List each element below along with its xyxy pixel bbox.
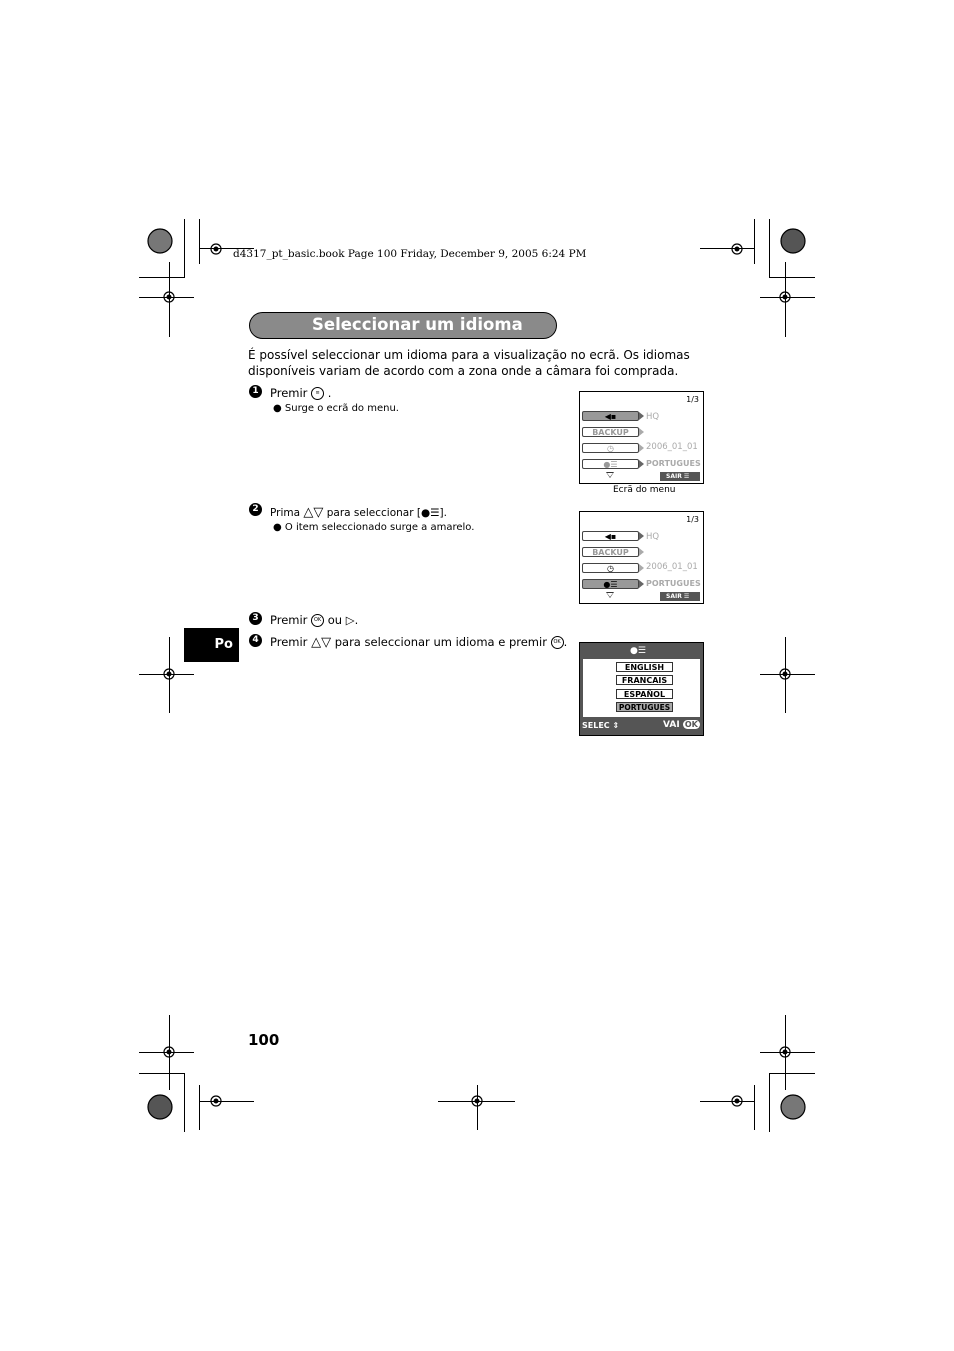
step-3-text [270,613,358,627]
screen-1-page: 1/3 [686,395,699,404]
step-4-text [270,635,567,650]
right-arrow-icon: ▷ [345,613,355,627]
step-3-text-c: . [354,613,359,627]
language-screen [579,642,704,736]
step-1-text-b: . [327,386,332,400]
step-1-bullet: ● Surge o ecrã do menu. [273,403,399,414]
language-icon: ●☰ [630,646,646,656]
screen-2-exit-label: SAIR [666,593,682,600]
language-option-english: ENGLISH [616,662,673,672]
screen-1-row-clock: ◷ [582,443,639,453]
screen-2-value-1: HQ [646,532,660,542]
screen-1-value-3: 2006_01_01 [646,442,698,452]
step-1-number: 1 [249,385,262,398]
screen-2-value-4: PORTUGUES [646,579,701,588]
screen-1-row-backup: BACKUP [582,427,639,437]
ok-button-icon: OK [311,614,324,627]
go-label: VAI [663,720,680,730]
menu-screen-2 [579,511,704,604]
select-label: SELEC [582,721,610,730]
menu-button-icon: ≡ [311,387,324,400]
step-1-text [270,386,331,400]
screen-2-exit: SAIR ☰ [660,592,700,601]
step-3-number: 3 [249,612,262,625]
screen-2-value-3: 2006_01_01 [646,562,698,572]
step-2-number: 2 [249,503,262,516]
screen-2-row-image: ◀▪ [582,531,639,541]
step-2-bullet-text: O item seleccionado surge a amarelo. [284,522,475,533]
select-hint: SELEC ⇕ [582,721,620,730]
screen-2-row-clock: ◷ [582,563,639,573]
step-1-bullet-text: Surge o ecrã do menu. [284,403,399,414]
step-3-text-b: ou [327,613,343,627]
down-arrow-icon [606,472,614,478]
screen-1-caption: Ecrã do menu [613,485,676,495]
menu-screen-1 [579,391,704,484]
screen-1-row-image: ◀▪ [582,411,639,421]
screen-1-value-1: HQ [646,412,660,422]
up-down-arrow-icon: △▽ [311,635,332,650]
language-icon: ●☰ [420,507,440,519]
language-option-francais: FRANCAIS [616,675,673,685]
ok-badge: OK [684,720,698,729]
step-4-number: 4 [249,634,262,647]
up-down-arrow-icon: △▽ [303,505,324,520]
language-option-espanol: ESPAÑOL [616,689,673,699]
step-2-text-a: Prima [270,507,301,519]
screen-2-page: 1/3 [686,515,699,524]
screen-1-exit: SAIR ☰ [660,472,700,481]
step-2-text-c: ]. [439,507,447,519]
language-option-portugues: PORTUGUES [616,702,673,712]
down-arrow-icon [606,592,614,598]
intro-paragraph: É possível seleccionar um idioma para a visualização no ecrã. Os idiomas disponíveis variam de acordo com a zona onde a câmara foi comprada. [248,348,690,378]
step-2-text [270,505,447,520]
step-1-text-a: Premir [270,386,308,400]
screen-1-exit-label: SAIR [666,473,682,480]
ok-button-icon: OK [551,636,564,649]
language-screen-header [582,645,701,659]
step-4-text-c: . [563,635,568,649]
page-number: 100 [248,1031,280,1049]
screen-1-row-language: ●☰ [582,459,639,469]
file-header-line: d4317_pt_basic.book Page 100 Friday, December 9, 2005 6:24 PM [233,248,587,260]
screen-2-row-backup: BACKUP [582,547,639,557]
step-2-bullet: ● O item seleccionado surge a amarelo. [273,522,475,533]
go-hint [663,720,700,730]
language-side-tab: Po [184,628,239,662]
step-4-text-b: para seleccionar um idioma e premir [334,635,547,649]
step-2-text-b: para seleccionar [ [326,507,421,519]
screen-2-row-language: ●☰ [582,579,639,589]
step-4-text-a: Premir [270,635,308,649]
step-3-text-a: Premir [270,613,308,627]
language-list [583,659,700,717]
page-title: Seleccionar um idioma [312,315,523,334]
screen-1-value-4: PORTUGUES [646,459,701,468]
